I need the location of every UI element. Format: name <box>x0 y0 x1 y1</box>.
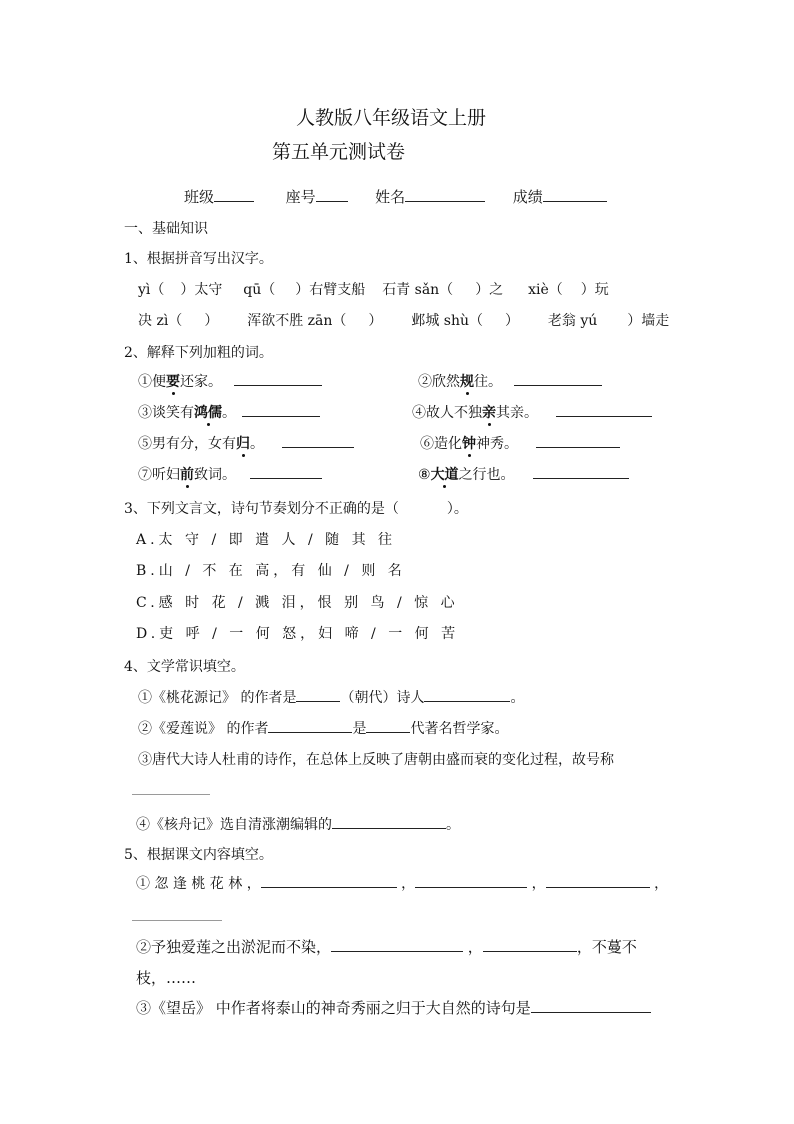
q4-line-2 <box>138 718 508 738</box>
answer-blank[interactable] <box>132 908 222 921</box>
answer-blank[interactable] <box>533 464 629 479</box>
item-text: 。 <box>250 436 264 452</box>
line-text: ②予独爱莲之出淤泥而不染， <box>136 938 332 956</box>
answer-blank[interactable] <box>415 873 527 888</box>
q2-item-1 <box>138 371 322 391</box>
question-2-heading: 2、解释下列加粗的词。 <box>124 345 273 361</box>
pinyin-tail: ）之 <box>475 282 504 298</box>
item-text: 之行也。 <box>458 467 515 483</box>
answer-blank[interactable] <box>514 371 602 386</box>
info-line <box>184 186 607 207</box>
section-heading: 一、基础知识 <box>124 221 208 237</box>
pinyin: 老翁 yú <box>547 313 598 329</box>
answer-blank[interactable] <box>242 402 320 417</box>
question-3-heading <box>124 498 468 518</box>
item-text: ①便 <box>138 374 166 390</box>
item-text: 。 <box>222 405 236 421</box>
answer-blank[interactable] <box>296 687 340 702</box>
answer-blank[interactable] <box>132 782 210 795</box>
comma: ， <box>654 876 669 892</box>
q4-line-1 <box>138 687 524 707</box>
pinyin: qū（ <box>243 282 276 298</box>
item-text: 致词。 <box>194 467 236 483</box>
item-text: ④故人不独 <box>412 405 482 421</box>
q5-line-3 <box>136 997 651 1018</box>
pinyin: 石青 sǎn（ <box>382 282 454 298</box>
q2-item-3 <box>138 402 320 422</box>
item-text: 往。 <box>474 374 502 390</box>
line-text: ③《望岳》 中作者将泰山的神奇秀丽之归于大自然的诗句是 <box>136 999 531 1017</box>
bold-word: 大道 <box>431 464 459 484</box>
answer-blank[interactable] <box>546 873 650 888</box>
line-text: 代著名哲学家。 <box>410 721 509 737</box>
comma: ， <box>401 876 416 892</box>
answer-blank[interactable] <box>234 371 322 386</box>
pinyin-tail: ）右臂支船 <box>295 282 366 298</box>
item-text: ⑥造化 <box>420 436 462 452</box>
q1-row-1 <box>138 279 609 299</box>
page-title: 人教版八年级语文上册 <box>296 107 487 129</box>
item-text: ⑧ <box>418 467 431 483</box>
answer-blank[interactable] <box>536 433 620 448</box>
q2-item-2 <box>418 371 602 391</box>
item-text: ⑦听妇 <box>138 467 180 483</box>
line-text: ① 忽 逢 桃 花 林 ， <box>136 876 261 892</box>
answer-blank[interactable] <box>250 464 322 479</box>
class-blank[interactable] <box>214 187 254 202</box>
line-text: ②《爱莲说》 的作者 <box>138 721 269 737</box>
pinyin-tail: ） <box>368 313 383 329</box>
score-blank[interactable] <box>543 187 607 202</box>
pinyin: 决 zì（ <box>138 313 183 329</box>
option-c[interactable]: C.感 时 花 / 溅 泪，恨 别 鸟 / 惊 心 <box>136 595 459 611</box>
comma: ， <box>467 938 483 956</box>
pinyin-tail: ） <box>204 313 219 329</box>
q3-heading-text: 3、下列文言文，诗句节奏划分不正确的是（ <box>124 501 399 517</box>
q5-line-2-cont: 枝，…… <box>136 969 197 987</box>
name-label: 姓名 <box>375 188 406 206</box>
question-1-heading: 1、根据拼音写出汉字。 <box>124 251 273 267</box>
pinyin-tail: ） <box>505 313 519 329</box>
q5-line-2 <box>136 936 637 957</box>
item-text: 神秀。 <box>476 436 518 452</box>
line-text: ①《桃花源记》 的作者是 <box>138 690 297 706</box>
pinyin: 浑欲不胜 zān（ <box>247 313 347 329</box>
bold-word: 归 <box>236 433 250 453</box>
line-text: ，不蔓不 <box>576 938 637 956</box>
answer-blank[interactable] <box>366 718 410 733</box>
name-blank[interactable] <box>405 187 485 202</box>
answer-blank[interactable] <box>331 937 463 952</box>
pinyin: xiè（ <box>528 282 563 298</box>
bold-word: 要 <box>166 371 180 391</box>
line-text: 是 <box>352 721 367 737</box>
comma: ， <box>531 876 546 892</box>
line-text: ④《核舟记》选自清涨潮编辑的 <box>136 817 332 833</box>
answer-blank[interactable] <box>556 402 652 417</box>
pinyin-tail: ）墙走 <box>627 313 670 329</box>
q2-item-4 <box>412 402 652 422</box>
q2-item-6 <box>420 433 620 453</box>
option-b[interactable]: B.山 / 不 在 高，有 仙 / 则 名 <box>136 563 406 579</box>
item-text: ②欣然 <box>418 374 460 390</box>
q5-line-1 <box>136 873 668 893</box>
answer-blank[interactable] <box>332 814 446 829</box>
q2-item-5 <box>138 433 354 453</box>
line-text: （朝代）诗人 <box>340 690 425 706</box>
answer-blank[interactable] <box>483 937 577 952</box>
q1-row-2 <box>138 310 669 330</box>
bold-word: 鸿儒 <box>194 402 222 422</box>
option-a[interactable]: A.太 守 / 即 遣 人 / 随 其 往 <box>136 532 397 548</box>
q2-item-7 <box>138 464 322 484</box>
q4-line-4 <box>136 814 460 834</box>
answer-blank[interactable] <box>261 873 397 888</box>
seat-label: 座号 <box>285 188 316 206</box>
answer-blank[interactable] <box>424 687 510 702</box>
answer-blank[interactable] <box>282 433 354 448</box>
line-text: 。 <box>446 817 460 833</box>
bold-word: 亲 <box>482 402 496 422</box>
answer-blank[interactable] <box>268 718 352 733</box>
q5-line-1-extra-blank[interactable] <box>132 906 222 925</box>
class-label: 班级 <box>184 188 215 206</box>
page-subtitle: 第五单元测试卷 <box>272 141 406 163</box>
pinyin: 邺城 shù（ <box>411 313 483 329</box>
q2-item-8 <box>418 464 629 484</box>
bold-word: 钟 <box>462 433 476 453</box>
option-d[interactable]: D.吏 呼 / 一 何 怒，妇 啼 / 一 何 苦 <box>136 626 460 642</box>
bold-word: 前 <box>180 464 194 484</box>
item-text: ⑤男有分，女有 <box>138 436 236 452</box>
q3-heading-end: ）。 <box>446 501 468 517</box>
seat-blank[interactable] <box>316 187 348 202</box>
question-5-heading: 5、根据课文内容填空。 <box>124 847 273 863</box>
pinyin: yì（ <box>138 282 165 298</box>
item-text: 其亲。 <box>496 405 538 421</box>
question-4-heading: 4、文学常识填空。 <box>124 659 245 675</box>
q4-line-3-blank[interactable] <box>132 780 210 799</box>
answer-blank[interactable] <box>531 998 651 1013</box>
score-label: 成绩 <box>512 188 543 206</box>
bold-word: 规 <box>460 371 474 391</box>
pinyin-tail: ）玩 <box>580 282 609 298</box>
pinyin-tail: ）太守 <box>180 282 223 298</box>
item-text: ③谈笑有 <box>138 405 194 421</box>
q4-line-3: ③唐代大诗人杜甫的诗作，在总体上反映了唐朝由盛而衰的变化过程，故号称 <box>138 752 614 768</box>
line-text: 。 <box>510 690 525 706</box>
item-text: 还家。 <box>180 374 222 390</box>
